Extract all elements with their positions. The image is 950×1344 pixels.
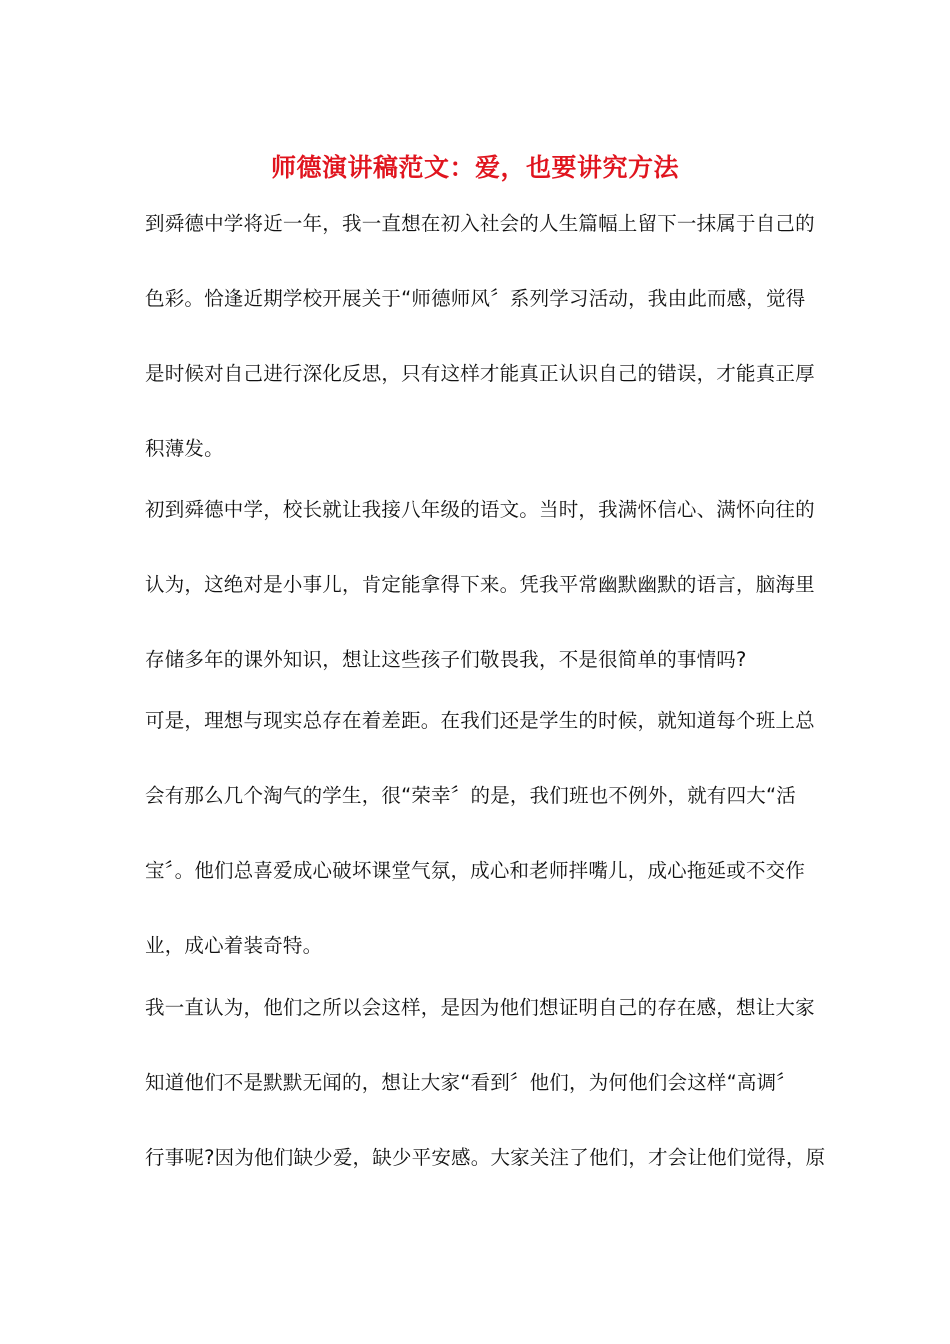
body-line-11: 业，成心着装奇特。	[145, 934, 323, 957]
document-title: 师德演讲稿范文：爱，也要讲究方法	[270, 153, 679, 182]
body-line-12: 我一直认为，他们之所以会这样，是因为他们想证明自己的存在感，想让大家	[145, 996, 815, 1019]
body-line-7: 存储多年的课外知识，想让这些孩子们敬畏我，不是很简单的事情吗?	[145, 648, 747, 671]
body-line-1: 到舜德中学将近一年，我一直想在初入社会的人生篇幅上留下一抹属于自己的	[145, 212, 815, 235]
body-line-3: 是时候对自己进行深化反思，只有这样才能真正认识自己的错误，才能真正厚	[145, 362, 815, 385]
body-line-9: 会有那么几个淘气的学生，很“荣幸〞的是，我们班也不例外，就有四大“活	[145, 784, 797, 807]
body-line-10: 宝〞。他们总喜爱成心破坏课堂气氛，成心和老师拌嘴儿，成心拖延或不交作	[145, 859, 806, 882]
body-line-5: 初到舜德中学，校长就让我接八年级的语文。当时，我满怀信心、满怀向往的	[145, 498, 815, 521]
body-line-8: 可是，理想与现实总存在着差距。在我们还是学生的时候，就知道每个班上总	[145, 709, 815, 732]
body-line-6: 认为，这绝对是小事儿，肯定能拿得下来。凭我平常幽默幽默的语言，脑海里	[145, 573, 815, 596]
body-line-4: 积薄发。	[145, 437, 224, 460]
body-line-13: 知道他们不是默默无闻的，想让大家“看到〞他们，为何他们会这样“高调〞	[145, 1071, 797, 1094]
body-line-2: 色彩。恰逢近期学校开展关于“师德师风〞系列学习活动，我由此而感，觉得	[145, 287, 806, 310]
body-line-14: 行事呢?因为他们缺少爱，缺少平安感。大家关注了他们，才会让他们觉得，原	[145, 1146, 826, 1169]
